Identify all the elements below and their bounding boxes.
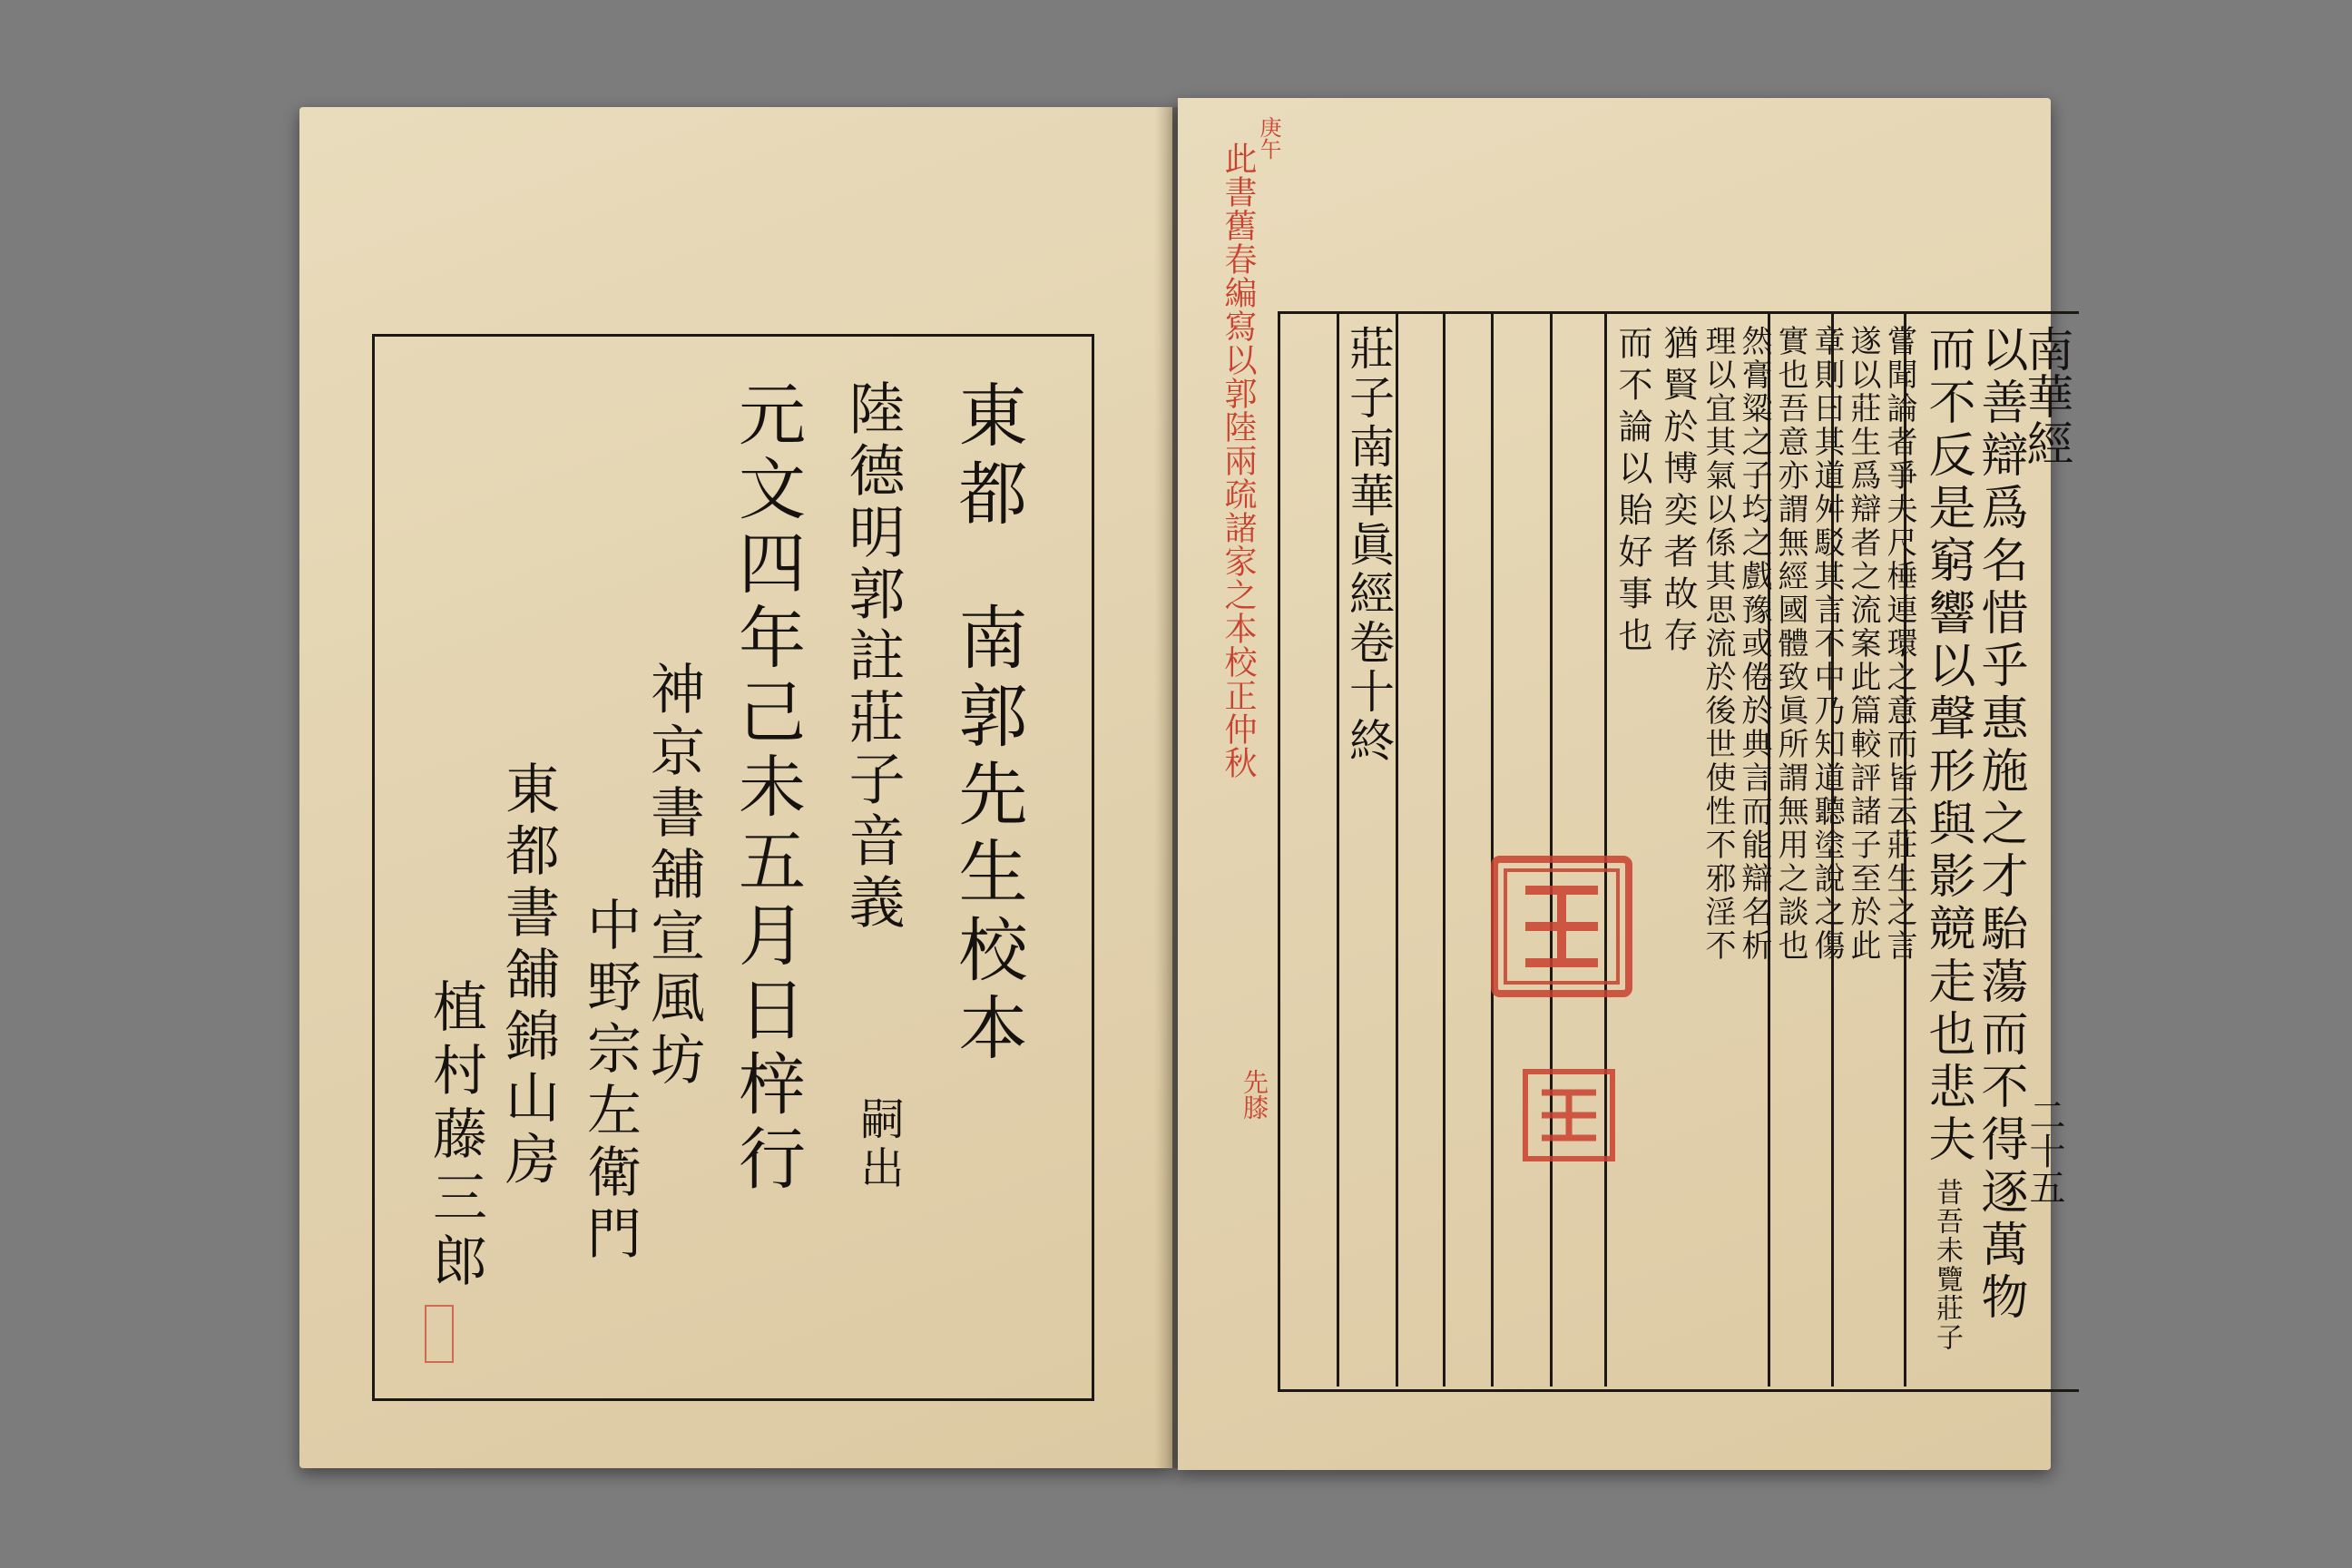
colophon-line1-a: 東都 xyxy=(947,379,1028,535)
left-page xyxy=(299,107,1172,1468)
publisher1-name: 中野宗左衛門 xyxy=(578,897,642,1267)
colophon-date: 元文四年己未五月日梓行 xyxy=(728,379,806,1198)
annotation-signature: 先膝 xyxy=(1240,1069,1269,1120)
text-column-8: 理以宜其氣以係其思流於後世使性不邪淫不 xyxy=(1700,325,1736,963)
text-column-5: 章則曰其道舛駁其言不中乃知道聽塗說之傷 xyxy=(1808,325,1845,963)
small-square-seal xyxy=(1523,1069,1615,1161)
text-column-2: 而不反是窮響以聲形與影競走也悲夫 xyxy=(1920,325,1975,1167)
column-rule xyxy=(1337,311,1339,1387)
small-red-stamp xyxy=(425,1305,454,1363)
text-column-1: 以善辯爲名惜乎惠施之才駘蕩而不得逐萬物 xyxy=(1973,325,2027,1325)
colophon-line2-a: 陸德明郭註莊子音義 xyxy=(839,379,906,935)
column-rule xyxy=(1396,311,1398,1387)
column-rule xyxy=(1491,311,1494,1387)
publisher1-place: 神京書舖宣風坊 xyxy=(642,661,705,1093)
column-rule xyxy=(1604,311,1607,1387)
text-column-9: 猶賢於博奕者故存 xyxy=(1658,325,1698,659)
colophon-line2-b: 嗣出 xyxy=(853,1096,904,1194)
colophon-line1-b: 南郭先生校本 xyxy=(947,602,1028,1070)
column-rule xyxy=(1550,311,1553,1387)
text-column-3: 嘗聞論者爭夫尺棰連環之意而皆云莊生之言 xyxy=(1881,325,1917,963)
column-rule xyxy=(1443,311,1446,1387)
small-note: 昔吾未覽莊子 xyxy=(1931,1178,1963,1352)
right-page xyxy=(1178,98,2073,1470)
text-column-4: 遂以莊生爲辯者之流案此篇較評諸子至於此 xyxy=(1845,325,1881,963)
annotation-note: 此書舊春編寫以郭陸兩疏諸家之本校正仲秋 xyxy=(1220,142,1257,779)
leaf-number: 二十五 xyxy=(2024,1096,2065,1205)
publisher2-name: 植村藤三郎 xyxy=(424,978,487,1296)
volume-end-title: 莊子南華眞經卷十終 xyxy=(1342,325,1395,766)
text-column-7: 然膏粱之子均之戲豫或倦於典言而能辯名析 xyxy=(1736,325,1772,963)
library-seal-glyphs xyxy=(1498,863,1625,990)
text-column-6: 實也吾意亦謂無經國體致眞所謂無用之談也 xyxy=(1772,325,1808,963)
text-column-10: 而不論以貽好事也 xyxy=(1612,325,1652,659)
library-seal xyxy=(1491,856,1632,997)
header-fragment: 南華經 xyxy=(2018,325,2073,466)
annotation-date: 庚午 xyxy=(1256,116,1281,160)
publisher2-place: 東都書舖錦山房 xyxy=(496,760,560,1192)
small-seal-glyphs xyxy=(1528,1074,1610,1156)
